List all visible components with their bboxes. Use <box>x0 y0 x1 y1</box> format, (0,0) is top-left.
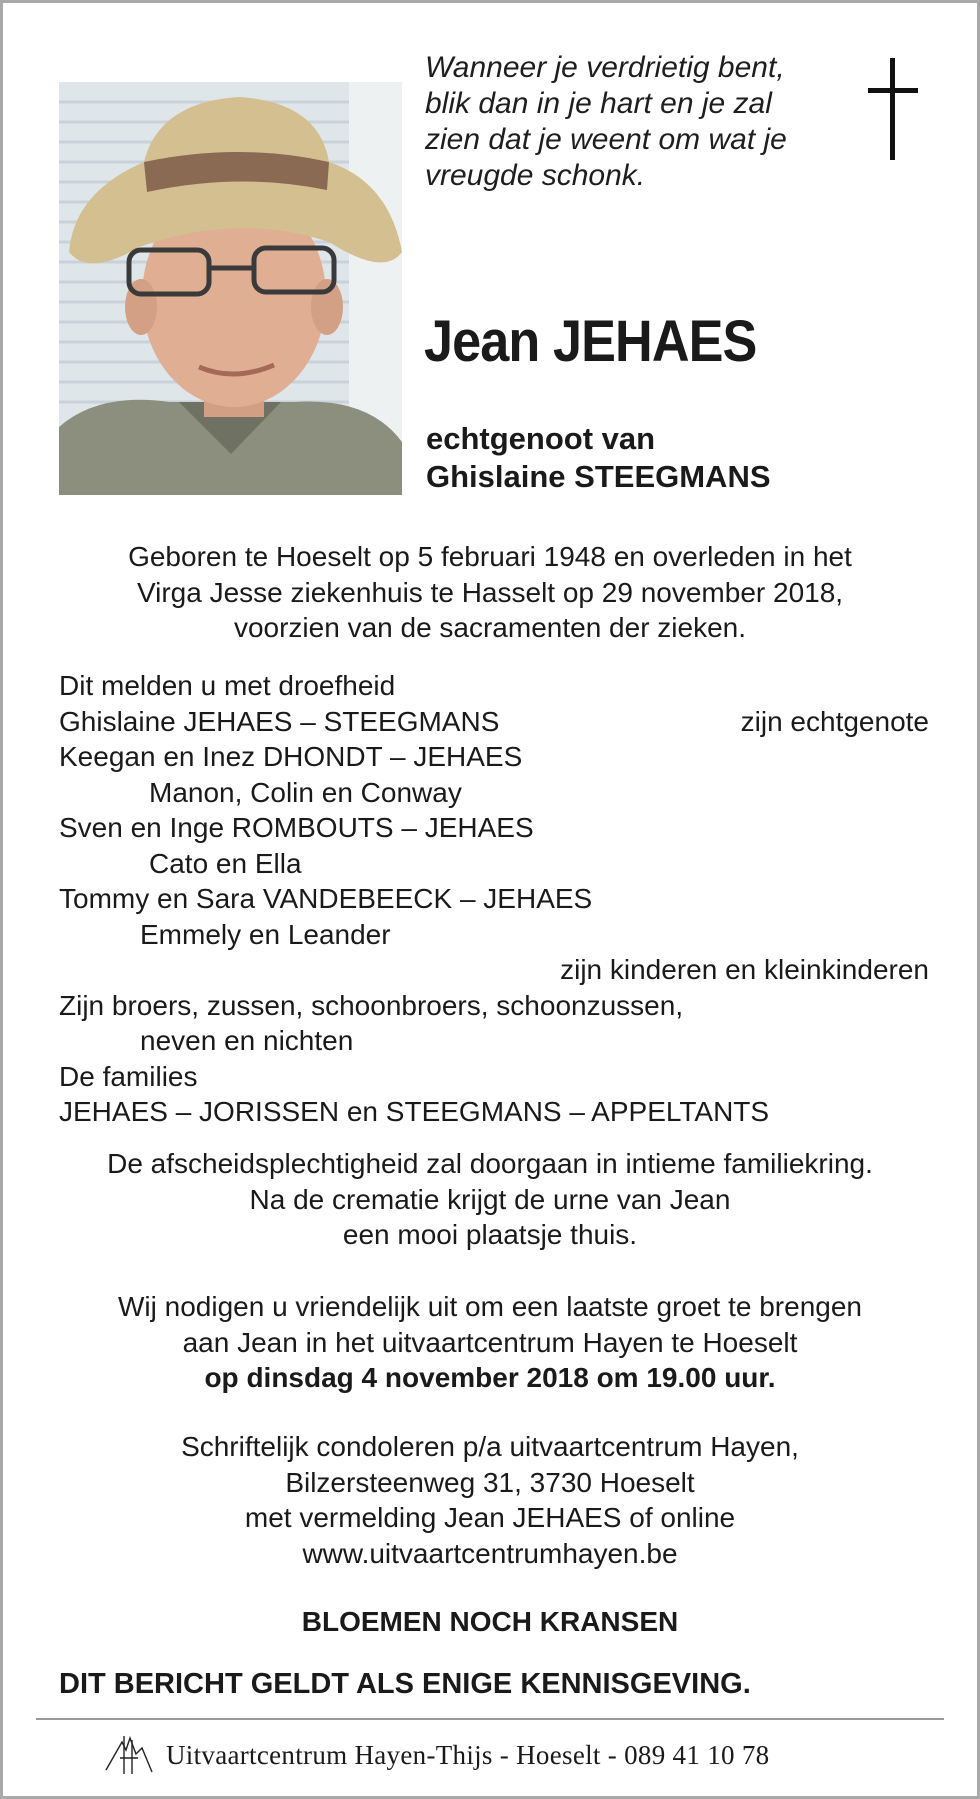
mourner-name: Keegan en Inez DHONDT – JEHAES <box>59 741 523 772</box>
mourner-name: Tommy en Sara VANDEBEECK – JEHAES <box>59 883 593 914</box>
birth-line: Virga Jesse ziekenhuis te Hasselt op 29 november 2018, <box>136 576 844 608</box>
footer-divider <box>36 1718 944 1720</box>
latin-cross-icon <box>860 58 926 160</box>
portrait-photo <box>59 82 402 495</box>
poem-line: vreugde schonk. <box>425 159 646 192</box>
invitation <box>30 1289 950 1396</box>
poem-quote <box>425 50 805 194</box>
invite-line: Wij nodigen u vriendelijk uit om een laatste groet te brengen <box>118 1291 862 1322</box>
mourner-name: Zijn broers, zussen, schoonbroers, schoonzussen, <box>59 989 684 1021</box>
grandchildren-names: Manon, Colin en Conway <box>149 776 462 808</box>
condolence-info <box>30 1429 950 1571</box>
ceremony-info <box>30 1146 950 1253</box>
mourner-role: zijn kinderen en kleinkinderen <box>560 954 929 985</box>
spouse-label: echtgenoot van <box>426 421 656 456</box>
condolence-line: met vermelding Jean JEHAES of online <box>244 1502 736 1533</box>
invite-line: aan Jean in het uitvaartcentrum Hayen te Hoeselt <box>182 1326 798 1358</box>
mourners-intro: Dit melden u met droefheid <box>59 670 396 701</box>
birth-death-info <box>30 539 950 646</box>
ceremony-line: Na de crematie krijgt de urne van Jean <box>249 1183 731 1215</box>
ceremony-line: een mooi plaatsje thuis. <box>342 1219 638 1250</box>
poem-line: blik dan in je hart en je zal <box>425 87 772 120</box>
condolence-website: www.uitvaartcentrumhayen.be <box>302 1537 678 1569</box>
families-label: De families <box>59 1060 198 1092</box>
families-names: JEHAES – JORISSEN en STEEGMANS – APPELTANTS <box>59 1096 770 1127</box>
invite-datetime: op dinsdag 4 november 2018 om 19.00 uur. <box>204 1362 776 1393</box>
mourner-role: zijn echtgenote <box>740 705 929 737</box>
funeral-home-logo-icon <box>102 1728 156 1778</box>
spouse-info <box>426 420 771 496</box>
condolence-line: Schriftelijk condoleren p/a uitvaartcentrum Hayen, <box>181 1431 799 1462</box>
poem-line: zien dat je weent om wat je <box>425 123 787 156</box>
birth-line: voorzien van de sacramenten der zieken. <box>233 612 747 643</box>
condolence-line: Bilzersteenweg 31, 3730 Hoeselt <box>285 1466 695 1498</box>
deceased-name: Jean JEHAES <box>424 309 757 374</box>
grandchildren-names: Cato en Ella <box>149 847 302 879</box>
mourner-name: Sven en Inge ROMBOUTS – JEHAES <box>59 812 534 843</box>
mourner-name: neven en nichten <box>140 1025 354 1056</box>
ceremony-line: De afscheidsplechtigheid zal doorgaan in intieme familiekring. <box>107 1148 873 1179</box>
poem-line: Wanneer je verdrietig bent, <box>425 51 785 84</box>
flowers-note: BLOEMEN NOCH KRANSEN <box>301 1606 679 1637</box>
mourners-list <box>59 668 929 1130</box>
spouse-name: Ghislaine STEEGMANS <box>426 459 771 494</box>
birth-line: Geboren te Hoeselt op 5 februari 1948 en overleden in het <box>128 541 852 572</box>
footer-text: Uitvaartcentrum Hayen-Thijs - Hoeselt - 089 41 10 78 <box>166 1740 770 1770</box>
mourner-row <box>59 704 929 740</box>
official-notice: DIT BERICHT GELDT ALS ENIGE KENNISGEVING. <box>59 1668 751 1700</box>
grandchildren-names: Emmely en Leander <box>140 918 391 950</box>
mourner-name: Ghislaine JEHAES – STEEGMANS <box>59 705 500 737</box>
